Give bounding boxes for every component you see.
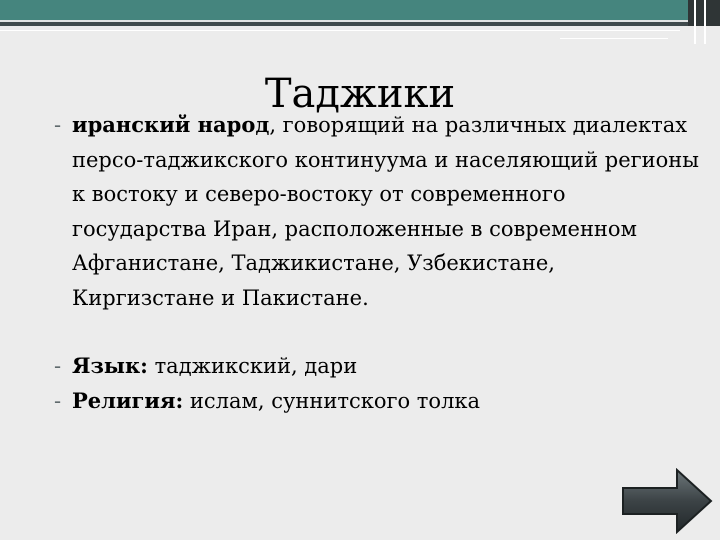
header-short-line — [560, 38, 668, 39]
top-decorative-bar — [0, 0, 720, 26]
bullet-item-language — [50, 349, 700, 384]
top-teal-band — [0, 0, 688, 20]
right-arrow-icon — [621, 468, 713, 534]
bullet-bold-term: Язык: — [72, 353, 148, 378]
bullet-dash: - — [54, 388, 62, 413]
bullet-item-people — [50, 108, 700, 315]
bullet-text: таджикский, дари — [147, 354, 358, 378]
bullet-bold-term: Религия: — [72, 387, 184, 413]
bullet-text: , говорящий на различных диалектах персо-таджикского континуума и населяющий регионы к востоку и северо-востоку от современного государства Иран, расположенные в современном Афганистане, Таджикистане, Узбекистане, Киргизстане и Пакистане. — [72, 113, 700, 310]
bullet-text: ислам, суннитского толка — [183, 388, 481, 413]
bullet-bold-term: иранский народ — [72, 112, 270, 137]
bullet-dash: - — [54, 113, 62, 137]
slide-title: Таджики — [264, 70, 456, 117]
bullet-dash: - — [54, 354, 62, 378]
header-vertical-line-2 — [704, 0, 706, 44]
slide-body — [50, 108, 700, 418]
next-slide-button[interactable] — [621, 468, 713, 534]
header-thin-line — [0, 30, 680, 31]
header-vertical-line-1 — [694, 0, 696, 44]
bullet-item-religion — [50, 384, 700, 419]
top-white-stripe — [0, 20, 688, 22]
